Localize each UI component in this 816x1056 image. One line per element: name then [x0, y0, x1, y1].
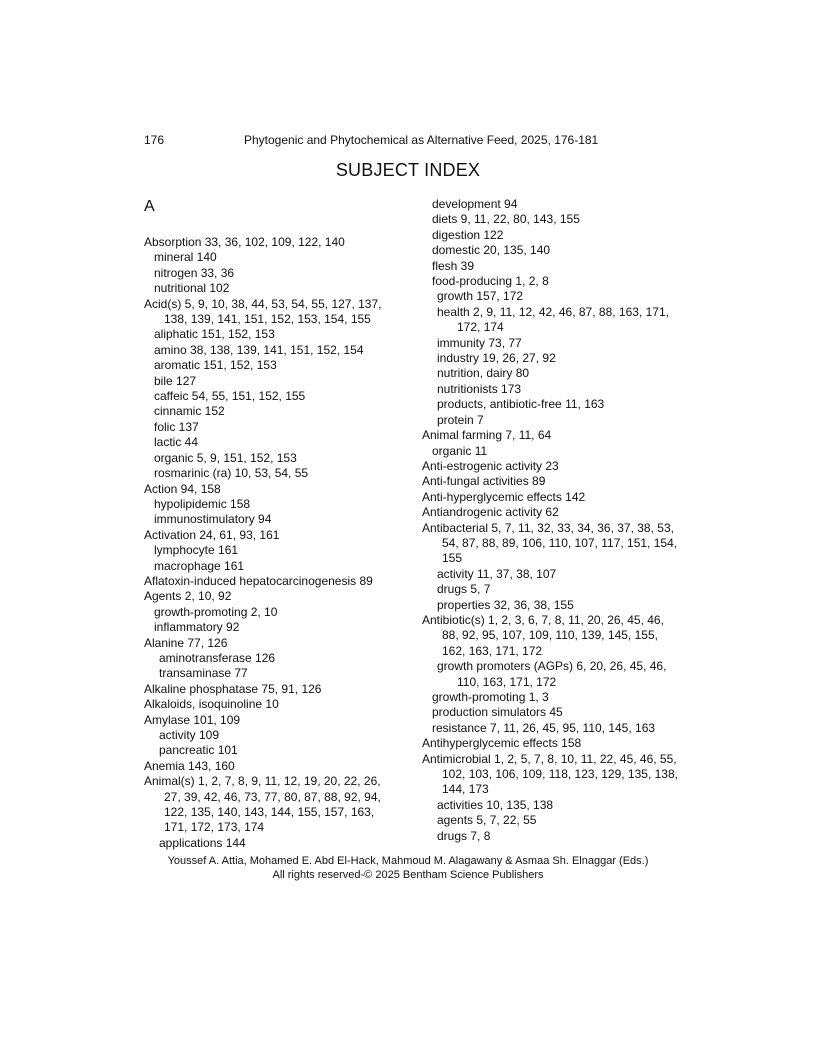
index-entry: diets 9, 11, 22, 80, 143, 155 [432, 212, 580, 227]
index-entry: growth 157, 172 [437, 289, 524, 304]
index-entry: agents 5, 7, 22, 55 [437, 813, 537, 828]
index-entry: Alkaline phosphatase 75, 91, 126 [144, 681, 322, 696]
index-entry: aromatic 151, 152, 153 [154, 358, 277, 373]
index-entry: Alkaloids, isoquinoline 10 [144, 697, 279, 712]
page-title: SUBJECT INDEX [335, 160, 481, 180]
index-entry: applications 144 [159, 835, 246, 850]
index-entry: Absorption 33, 36, 102, 109, 122, 140 [144, 235, 345, 249]
index-entry: Animal(s) 1, 2, 7, 8, 9, 11, 12, 19, 20, 22, 26, 27, 39, 42, 46, 73, 77, 80, 87, 88, 92, 94, 122, 135, 140, 143, 144, 155, 157, 163, 171, 172, 173, 174 [144, 774, 381, 835]
index-entry: inflammatory 92 [154, 620, 240, 635]
index-entry: organic 11 [432, 443, 488, 458]
index-entry: growth promoters (AGPs) 6, 20, 26, 45, 46, 110, 163, 171, 172 [437, 659, 667, 689]
index-entry: lactic 44 [154, 435, 199, 450]
page-header [144, 133, 672, 149]
index-entry: drugs 5, 7 [437, 582, 491, 597]
index-entry: nutritional 102 [154, 281, 230, 296]
index-column-right [422, 197, 682, 844]
footer-editors: Youssef A. Attia, Mohamed E. Abd El-Hack, Mahmoud M. Alagawany & Asmaa Sh. Elnaggar (Eds.) [167, 855, 649, 867]
index-entry: development 94 [432, 197, 518, 211]
index-entry: Antihyperglycemic effects 158 [422, 736, 582, 751]
index-entry: Action 94, 158 [144, 481, 221, 496]
index-entry: digestion 122 [432, 227, 504, 242]
index-entry: health 2, 9, 11, 12, 42, 46, 87, 88, 163, 171, 172, 174 [437, 304, 669, 335]
index-entry: immunity 73, 77 [437, 335, 522, 350]
footer-copyright: All rights reserved-© 2025 Bentham Science Publishers [272, 869, 544, 881]
index-entry: growth-promoting 1, 3 [432, 690, 549, 704]
index-entry: activity 109 [159, 728, 220, 742]
index-entry: domestic 20, 135, 140 [432, 243, 551, 258]
index-entry: Animal farming 7, 11, 64 [422, 428, 552, 443]
index-entry: Antibacterial 5, 7, 11, 32, 33, 34, 36, 37, 38, 53, 54, 87, 88, 89, 106, 110, 107, 117, 151, 154, 155 [422, 520, 678, 566]
index-entry: cinnamic 152 [154, 404, 225, 419]
index-entry: organic 5, 9, 151, 152, 153 [154, 450, 297, 465]
index-entry: activity 11, 37, 38, 107 [437, 566, 557, 581]
index-entry: rosmarinic (ra) 10, 53, 54, 55 [154, 466, 309, 481]
index-entry: macrophage 161 [154, 558, 245, 573]
index-entry: caffeic 54, 55, 151, 152, 155 [154, 389, 306, 404]
index-entry: aliphatic 151, 152, 153 [154, 327, 275, 342]
index-entry: resistance 7, 11, 26, 45, 95, 110, 145, 163 [432, 720, 656, 735]
index-entry: production simulators 45 [432, 705, 563, 720]
index-entry: nitrogen 33, 36 [154, 265, 235, 280]
index-entry: lymphocyte 161 [154, 543, 239, 558]
index-column-left [144, 197, 394, 851]
running-head: Phytogenic and Phytochemical as Alternative Feed, 2025, 176-181 [244, 133, 599, 147]
index-entry: aminotransferase 126 [159, 650, 276, 665]
index-entry: mineral 140 [154, 250, 217, 265]
index-entry: hypolipidemic 158 [154, 496, 251, 511]
index-entry: Acid(s) 5, 9, 10, 38, 44, 53, 54, 55, 127, 137, 138, 139, 141, 151, 152, 153, 154, 155 [144, 296, 382, 327]
index-entry: Agents 2, 10, 92 [144, 589, 232, 604]
index-entry: flesh 39 [432, 258, 475, 273]
index-entry: Anti-hyperglycemic effects 142 [422, 489, 586, 504]
index-entry: amino 38, 138, 139, 141, 151, 152, 154 [154, 342, 364, 357]
index-entry: folic 137 [154, 419, 199, 434]
index-entry: Activation 24, 61, 93, 161 [144, 527, 280, 542]
index-entry: Alanine 77, 126 [144, 635, 228, 650]
index-entry: nutritionists 173 [437, 381, 522, 396]
index-letter-heading: A [144, 198, 155, 215]
page-footer [0, 854, 816, 882]
index-entry: Antimicrobial 1, 2, 5, 7, 8, 10, 11, 22, 45, 46, 55, 102, 103, 106, 109, 118, 123, 129, 135, 138, 144, 173 [422, 751, 678, 797]
index-entry: Anemia 143, 160 [144, 758, 235, 773]
index-entry: Anti-fungal activities 89 [422, 474, 546, 489]
index-entry: properties 32, 36, 38, 155 [437, 597, 574, 612]
index-entry: bile 127 [154, 373, 197, 388]
index-entry: immunostimulatory 94 [154, 512, 272, 527]
index-entry: Anti-estrogenic activity 23 [422, 458, 559, 473]
index-entry: products, antibiotic-free 11, 163 [437, 397, 605, 412]
index-entry: Antibiotic(s) 1, 2, 3, 6, 7, 8, 11, 20, 26, 45, 46, 88, 92, 95, 107, 109, 110, 139, 145, 155, 162, 163, 171, 172 [422, 612, 664, 658]
index-entry: industry 19, 26, 27, 92 [437, 351, 556, 366]
index-entry: protein 7 [437, 412, 484, 427]
index-entry: activities 10, 135, 138 [437, 797, 554, 812]
index-entry: transaminase 77 [159, 666, 248, 681]
index-entry: nutrition, dairy 80 [437, 366, 530, 381]
index-entry: Antiandrogenic activity 62 [422, 505, 559, 520]
index-entry: food-producing 1, 2, 8 [432, 274, 549, 289]
index-entry: drugs 7, 8 [437, 828, 491, 843]
index-entry: pancreatic 101 [159, 743, 238, 758]
index-entry: Amylase 101, 109 [144, 712, 241, 727]
index-entry: growth-promoting 2, 10 [154, 604, 278, 619]
index-entry: Aflatoxin-induced hepatocarcinogenesis 89 [144, 573, 373, 588]
page-number: 176 [144, 133, 165, 147]
